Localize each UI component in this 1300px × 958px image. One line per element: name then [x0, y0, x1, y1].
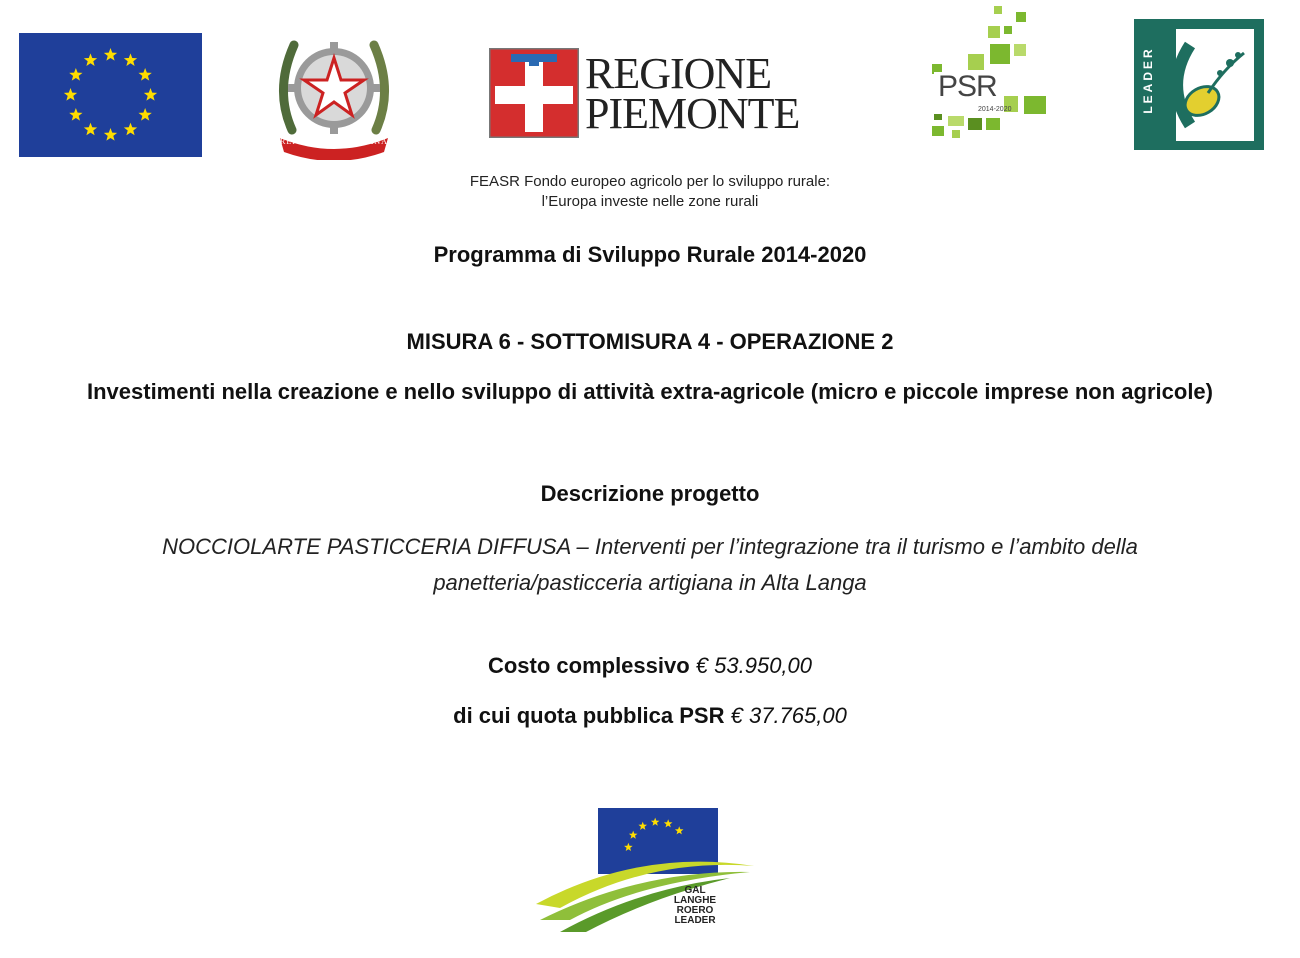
descrizione-title: Descrizione progetto — [540, 481, 760, 506]
feasr-block — [0, 172, 1300, 212]
feasr-line2: l’Europa investe nelle zone rurali — [541, 193, 759, 210]
regione-piemonte-logo — [489, 48, 800, 140]
quota-label: di cui quota pubblica PSR — [453, 703, 725, 728]
eu-flag-logo — [19, 33, 202, 157]
psr-years: 2014-2020 — [978, 106, 1012, 113]
gal-line1: GAL — [684, 885, 706, 896]
quota-value: € 37.765,00 — [730, 703, 847, 728]
investimenti-text: Investimenti nella creazione e nello sviluppo di attività extra-agricole (micro e piccole imprese non agricole) — [86, 379, 1213, 404]
costo-label: Costo complessivo — [487, 653, 690, 678]
gal-line2: LANGHE — [673, 895, 717, 906]
programma-title: Programma di Sviluppo Rurale 2014-2020 — [433, 242, 867, 267]
psr-label: PSR — [938, 70, 997, 103]
piemonte-text: PIEMONTE — [585, 89, 800, 138]
regione-text: REGIONE — [585, 49, 772, 98]
gal-line3: ROERO — [676, 905, 714, 916]
quota-line — [0, 703, 1300, 729]
piemonte-flag-icon — [489, 48, 579, 138]
leader-logo — [1134, 19, 1264, 150]
leader-vertical-text: LEADER — [1141, 46, 1155, 114]
costo-line — [0, 653, 1300, 679]
misura-title: MISURA 6 - SOTTOMISURA 4 - OPERAZIONE 2 — [406, 329, 894, 354]
gal-icon — [530, 808, 760, 936]
costo-value: € 53.950,00 — [695, 653, 813, 678]
emblem-ribbon-text: REPVBBLICA ITALIANA — [280, 137, 388, 146]
repubblica-italiana-emblem — [272, 20, 396, 160]
gal-line4: LEADER — [674, 915, 716, 926]
eu-flag-icon — [19, 33, 202, 157]
feasr-line1: FEASR Fondo europeo agricolo per lo sviluppo rurale: — [469, 173, 831, 190]
gal-langhe-roero-logo — [530, 808, 760, 936]
descrizione-body: NOCCIOLARTE PASTICCERIA DIFFUSA – Interventi per l’integrazione tra il turismo e l’ambito della panetteria/pasticceria artigiana in Alta Langa — [162, 534, 1138, 595]
psr-logo — [928, 2, 1050, 140]
